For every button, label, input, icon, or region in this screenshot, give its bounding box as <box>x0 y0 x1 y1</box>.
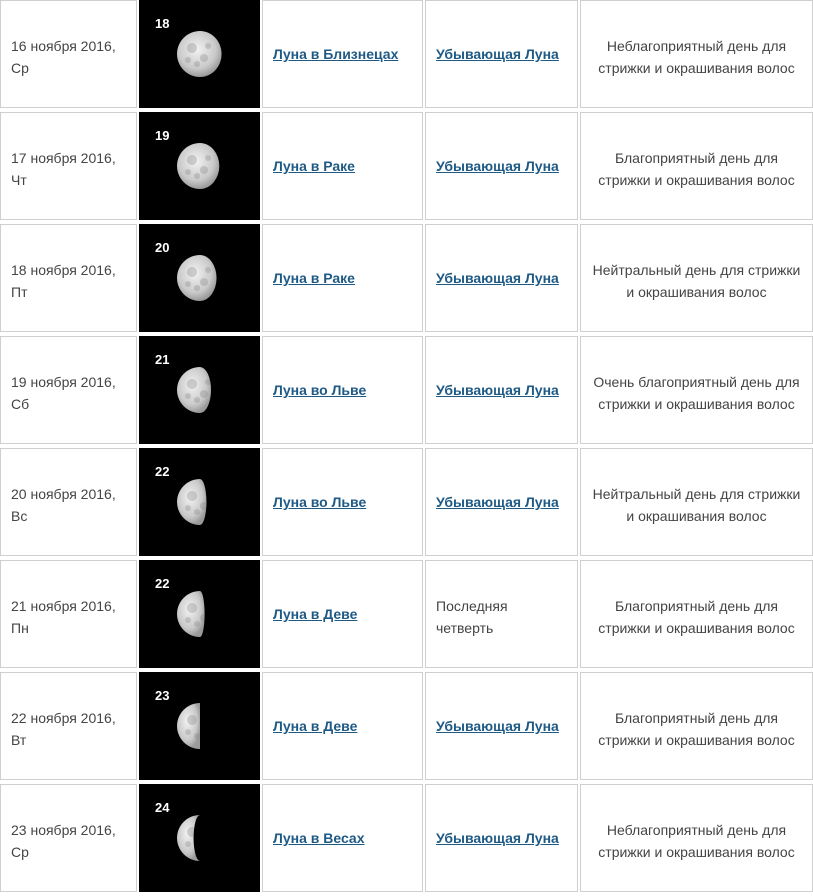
table-row <box>0 336 813 448</box>
haircut-forecast-text <box>587 147 806 191</box>
moon-phase-icon <box>174 27 228 83</box>
table-row <box>0 672 813 784</box>
date-text <box>11 819 116 863</box>
lunar-day-number: 22 <box>155 464 170 479</box>
phase-link[interactable]: Убывающая Луна <box>436 718 559 734</box>
zodiac-link[interactable]: Луна в Раке <box>273 270 355 286</box>
table-row <box>0 560 813 672</box>
moon-phase-icon <box>174 699 228 755</box>
forecast-line: Благоприятный день для <box>614 710 779 726</box>
zodiac-cell <box>262 336 423 444</box>
moon-image-cell <box>139 336 260 444</box>
haircut-forecast-text <box>587 483 806 527</box>
forecast-line: Благоприятный день для <box>614 598 779 614</box>
zodiac-link[interactable]: Луна в Раке <box>273 158 355 174</box>
haircut-forecast-text <box>587 259 806 303</box>
forecast-line: стрижки и окрашивания волос <box>598 732 795 748</box>
date-text <box>11 595 116 639</box>
date-cell <box>0 0 137 108</box>
moon-phase-icon <box>174 587 228 643</box>
zodiac-cell <box>262 448 423 556</box>
zodiac-link[interactable]: Луна в Весах <box>273 830 365 846</box>
zodiac-link[interactable]: Луна в Близнецах <box>273 46 399 62</box>
date-text <box>11 35 116 79</box>
date-cell <box>0 784 137 892</box>
haircut-forecast-cell <box>580 784 813 892</box>
zodiac-link[interactable]: Луна в Деве <box>273 606 358 622</box>
moon-phase-icon <box>174 811 228 867</box>
date-text <box>11 371 116 415</box>
forecast-line: Нейтральный день для стрижки <box>592 486 801 502</box>
forecast-line: Очень благоприятный день для <box>593 374 800 390</box>
table-row <box>0 0 813 112</box>
moon-image-cell <box>139 112 260 220</box>
zodiac-cell <box>262 784 423 892</box>
lunar-day-number: 23 <box>155 688 170 703</box>
phase-cell <box>425 336 578 444</box>
lunar-day-number: 18 <box>155 16 170 31</box>
forecast-line: и окрашивания волос <box>626 284 767 300</box>
phase-line: Последняя <box>436 598 508 614</box>
forecast-line: стрижки и окрашивания волос <box>598 172 795 188</box>
weekday-label: Пн <box>11 620 29 636</box>
phase-text <box>436 595 508 639</box>
forecast-line: Неблагоприятный день для <box>606 822 787 838</box>
forecast-line: стрижки и окрашивания волос <box>598 844 795 860</box>
weekday-label: Вт <box>11 732 27 748</box>
weekday-label: Сб <box>11 396 30 412</box>
date-cell <box>0 224 137 332</box>
haircut-forecast-cell <box>580 0 813 108</box>
table-row <box>0 224 813 336</box>
phase-link[interactable]: Убывающая Луна <box>436 830 559 846</box>
weekday-label: Ср <box>11 844 29 860</box>
haircut-forecast-cell <box>580 560 813 668</box>
moon-phase-icon <box>174 475 228 531</box>
forecast-line: Нейтральный день для стрижки <box>592 262 801 278</box>
haircut-forecast-text <box>587 371 806 415</box>
date-cell <box>0 336 137 444</box>
lunar-day-number: 19 <box>155 128 170 143</box>
moon-phase-icon <box>174 139 228 195</box>
forecast-line: и окрашивания волос <box>626 508 767 524</box>
lunar-day-number: 22 <box>155 576 170 591</box>
lunar-day-number: 24 <box>155 800 170 815</box>
date-label: 19 ноября 2016, <box>11 374 116 390</box>
date-text <box>11 707 116 751</box>
phase-link[interactable]: Убывающая Луна <box>436 270 559 286</box>
weekday-label: Пт <box>11 284 28 300</box>
forecast-line: стрижки и окрашивания волос <box>598 396 795 412</box>
forecast-line: Благоприятный день для <box>614 150 779 166</box>
date-text <box>11 483 116 527</box>
haircut-forecast-text <box>587 819 806 863</box>
moon-image-cell <box>139 224 260 332</box>
phase-cell <box>425 112 578 220</box>
date-label: 17 ноября 2016, <box>11 150 116 166</box>
forecast-line: Неблагоприятный день для <box>606 38 787 54</box>
table-row <box>0 448 813 560</box>
haircut-forecast-cell <box>580 672 813 780</box>
zodiac-cell <box>262 672 423 780</box>
haircut-forecast-text <box>587 595 806 639</box>
phase-link[interactable]: Убывающая Луна <box>436 46 559 62</box>
phase-link[interactable]: Убывающая Луна <box>436 158 559 174</box>
weekday-label: Чт <box>11 172 27 188</box>
phase-link[interactable]: Убывающая Луна <box>436 382 559 398</box>
zodiac-cell <box>262 224 423 332</box>
haircut-forecast-text <box>587 35 806 79</box>
phase-cell <box>425 0 578 108</box>
table-row <box>0 112 813 224</box>
haircut-forecast-cell <box>580 448 813 556</box>
zodiac-link[interactable]: Луна в Деве <box>273 718 358 734</box>
date-label: 23 ноября 2016, <box>11 822 116 838</box>
moon-image-cell <box>139 448 260 556</box>
moon-image-cell <box>139 0 260 108</box>
moon-phase-icon <box>174 363 228 419</box>
phase-link[interactable]: Убывающая Луна <box>436 494 559 510</box>
haircut-forecast-cell <box>580 224 813 332</box>
date-cell <box>0 672 137 780</box>
haircut-forecast-cell <box>580 336 813 444</box>
date-cell <box>0 448 137 556</box>
moon-image-cell <box>139 672 260 780</box>
forecast-line: стрижки и окрашивания волос <box>598 60 795 76</box>
zodiac-cell <box>262 112 423 220</box>
haircut-forecast-text <box>587 707 806 751</box>
zodiac-link[interactable]: Луна во Льве <box>273 382 367 398</box>
zodiac-cell <box>262 560 423 668</box>
moon-image-cell <box>139 560 260 668</box>
weekday-label: Вс <box>11 508 28 524</box>
date-text <box>11 259 116 303</box>
haircut-forecast-cell <box>580 112 813 220</box>
date-label: 20 ноября 2016, <box>11 486 116 502</box>
date-text <box>11 147 116 191</box>
zodiac-link[interactable]: Луна во Льве <box>273 494 367 510</box>
phase-line: четверть <box>436 620 494 636</box>
phase-cell <box>425 784 578 892</box>
date-cell <box>0 560 137 668</box>
date-label: 22 ноября 2016, <box>11 710 116 726</box>
weekday-label: Ср <box>11 60 29 76</box>
phase-cell <box>425 224 578 332</box>
phase-cell <box>425 672 578 780</box>
zodiac-cell <box>262 0 423 108</box>
moon-phase-icon <box>174 251 228 307</box>
date-label: 18 ноября 2016, <box>11 262 116 278</box>
lunar-day-number: 20 <box>155 240 170 255</box>
phase-cell <box>425 448 578 556</box>
date-label: 16 ноября 2016, <box>11 38 116 54</box>
lunar-day-number: 21 <box>155 352 170 367</box>
table-row <box>0 784 813 896</box>
date-label: 21 ноября 2016, <box>11 598 116 614</box>
phase-cell <box>425 560 578 668</box>
date-cell <box>0 112 137 220</box>
moon-image-cell <box>139 784 260 892</box>
forecast-line: стрижки и окрашивания волос <box>598 620 795 636</box>
